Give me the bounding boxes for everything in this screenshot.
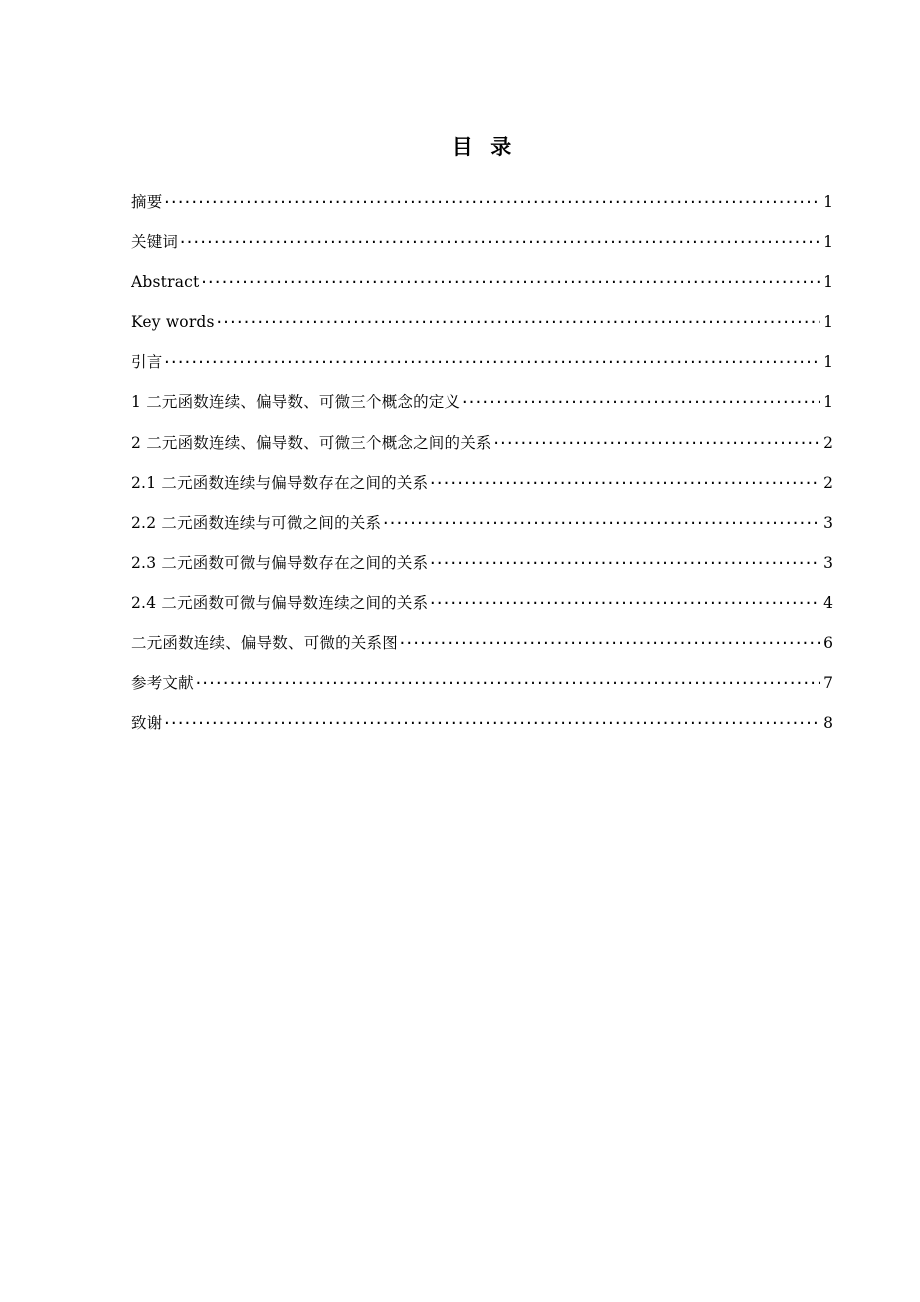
toc-entry-page: 1 <box>823 393 833 412</box>
toc-dot-leader <box>162 342 820 382</box>
toc-entry[interactable] <box>131 262 833 302</box>
toc-entry[interactable] <box>131 663 833 703</box>
toc-entry[interactable] <box>131 703 833 743</box>
toc-entry-label: 2.3 二元函数可微与偏导数存在之间的关系 <box>131 553 429 572</box>
toc-entry-page: 7 <box>823 674 833 693</box>
toc-entry-label: 2 二元函数连续、偏导数、可微三个概念之间的关系 <box>131 433 492 452</box>
toc-dot-leader <box>215 302 820 342</box>
toc-entry-page: 1 <box>823 313 833 332</box>
toc-dot-leader <box>460 382 820 422</box>
toc-entry[interactable] <box>131 503 833 543</box>
toc-dot-leader <box>199 262 820 302</box>
toc-title: 目 录 <box>451 135 513 159</box>
toc-dot-leader <box>428 463 820 503</box>
toc-entry[interactable] <box>131 583 833 623</box>
toc-entry-label: 参考文献 <box>131 674 194 693</box>
toc-entry[interactable] <box>131 423 833 463</box>
toc-dot-leader <box>162 182 820 222</box>
toc-dot-leader <box>428 543 820 583</box>
toc-entry-page: 3 <box>823 553 833 572</box>
toc-dot-leader <box>194 663 820 703</box>
toc-entry-page: 1 <box>823 233 833 252</box>
toc-dot-leader <box>492 423 821 463</box>
toc-entry[interactable] <box>131 543 833 583</box>
toc-dot-leader <box>381 503 820 543</box>
toc-entry-label: Abstract <box>131 273 200 292</box>
toc-entry-label: 2.1 二元函数连续与偏导数存在之间的关系 <box>131 473 429 492</box>
toc-entry-label: 摘要 <box>131 193 163 211</box>
toc-dot-leader <box>428 583 820 623</box>
toc-entry-label: 引言 <box>131 353 163 372</box>
toc-entry-page: 3 <box>823 513 833 532</box>
toc-entry-label: 1 二元函数连续、偏导数、可微三个概念的定义 <box>131 393 461 412</box>
toc-entry[interactable] <box>131 623 833 663</box>
toc-list <box>131 182 833 743</box>
toc-entry-label: 致谢 <box>131 714 163 733</box>
toc-entry[interactable] <box>131 182 833 222</box>
toc-dot-leader <box>398 623 820 663</box>
toc-entry-page: 4 <box>823 593 833 612</box>
toc-entry-page: 6 <box>823 634 833 653</box>
toc-entry[interactable] <box>131 382 833 422</box>
toc-entry[interactable] <box>131 302 833 342</box>
toc-entry-page: 1 <box>823 273 833 292</box>
toc-entry-label: Key words <box>131 313 215 332</box>
toc-entry-label: 二元函数连续、偏导数、可微的关系图 <box>131 634 398 653</box>
toc-entry-page: 2 <box>823 473 833 492</box>
toc-entry-page: 2 <box>823 433 833 452</box>
toc-entry-label: 关键词 <box>131 233 179 252</box>
toc-entry-page: 1 <box>823 353 833 372</box>
toc-entry-page: 8 <box>823 714 833 733</box>
toc-entry-page: 1 <box>823 193 833 211</box>
toc-dot-leader <box>162 703 820 743</box>
toc-entry[interactable] <box>131 342 833 382</box>
toc-entry-label: 2.2 二元函数连续与可微之间的关系 <box>131 513 382 532</box>
toc-entry-label: 2.4 二元函数可微与偏导数连续之间的关系 <box>131 593 429 612</box>
toc-entry[interactable] <box>131 222 833 262</box>
toc-entry[interactable] <box>131 463 833 503</box>
toc-dot-leader <box>178 222 820 262</box>
